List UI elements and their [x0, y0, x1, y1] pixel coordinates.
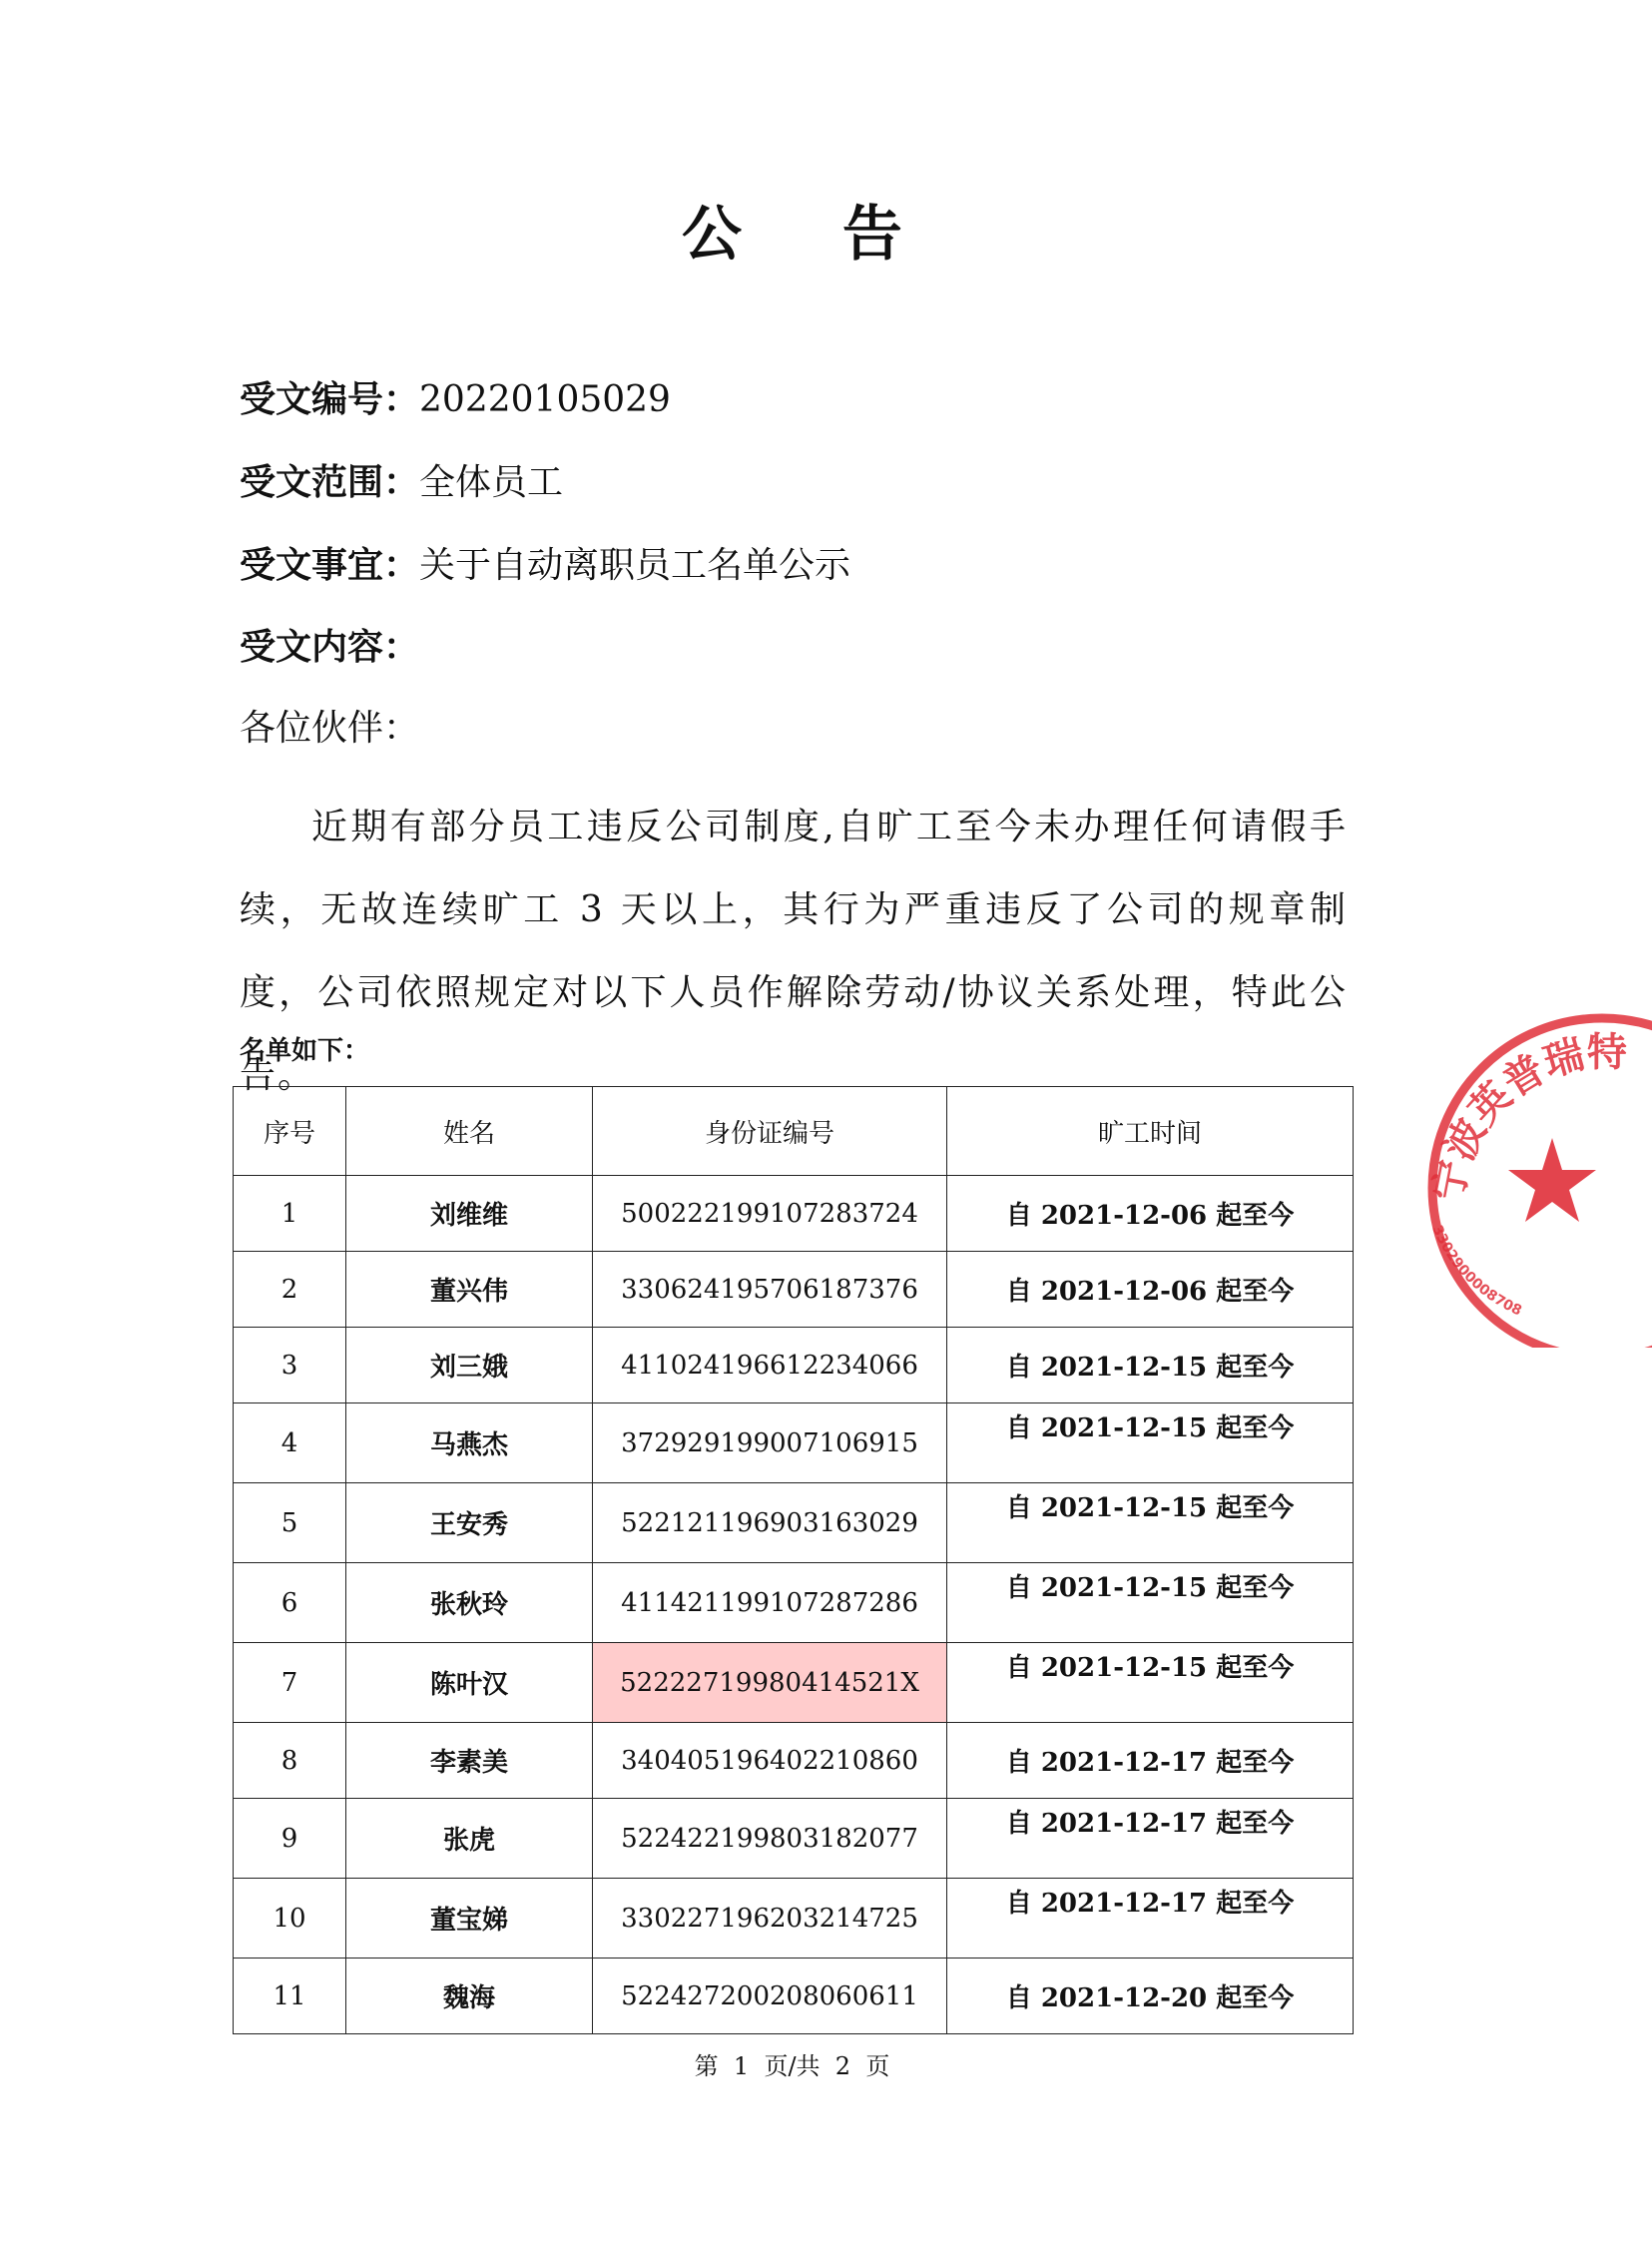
- row-name: 马燕杰: [346, 1403, 593, 1483]
- row-time: 自 2021-12-15 起至今: [947, 1483, 1354, 1563]
- row-id: 330624195706187376: [593, 1252, 947, 1328]
- header-number: 序号: [234, 1087, 346, 1176]
- row-name: 刘三娥: [346, 1328, 593, 1403]
- document-number-value: 20220105029: [419, 379, 671, 420]
- row-number: 6: [234, 1563, 346, 1643]
- row-number: 5: [234, 1483, 346, 1563]
- row-name: 魏海: [346, 1959, 593, 2034]
- row-id: 411421199107287286: [593, 1563, 947, 1643]
- document-matter-label: 受文事宜：: [240, 544, 420, 586]
- row-time: 自 2021-12-15 起至今: [947, 1643, 1354, 1723]
- row-id: 372929199007106915: [593, 1403, 947, 1483]
- row-number: 8: [234, 1723, 346, 1799]
- row-name: 陈叶汉: [346, 1643, 593, 1723]
- row-name: 董宝娣: [346, 1879, 593, 1959]
- page-title: 公 告: [682, 200, 942, 270]
- table-row: [234, 1483, 1354, 1563]
- row-time: 自 2021-12-20 起至今: [947, 1959, 1354, 2034]
- table-header-row: [234, 1087, 1354, 1176]
- table-row: [234, 1403, 1354, 1483]
- row-number: 2: [234, 1252, 346, 1328]
- table-row: [234, 1252, 1354, 1328]
- seal-number-text-path: 3302900008708: [1428, 1223, 1524, 1320]
- row-name: 张秋玲: [346, 1563, 593, 1643]
- row-id: 411024196612234066: [593, 1328, 947, 1403]
- list-heading: 名单如下：: [240, 1036, 370, 1066]
- row-time: 自 2021-12-17 起至今: [947, 1723, 1354, 1799]
- document-matter-value: 关于自动离职员工名单公示: [419, 545, 851, 586]
- row-time: 自 2021-12-15 起至今: [947, 1563, 1354, 1643]
- row-number: 9: [234, 1799, 346, 1879]
- company-seal-stamp: [1402, 998, 1652, 1348]
- row-name: 刘维维: [346, 1176, 593, 1252]
- table-row: [234, 1879, 1354, 1959]
- row-time: 自 2021-12-17 起至今: [947, 1879, 1354, 1959]
- document-number-line: [240, 374, 671, 425]
- row-name: 张虎: [346, 1799, 593, 1879]
- header-time: 旷工时间: [947, 1087, 1354, 1176]
- row-number: 7: [234, 1643, 346, 1723]
- header-id: 身份证编号: [593, 1087, 947, 1176]
- document-scope-value: 全体员工: [419, 462, 564, 503]
- document-scope-line: [240, 457, 563, 508]
- row-id: 522121196903163029: [593, 1483, 947, 1563]
- row-time: 自 2021-12-06 起至今: [947, 1252, 1354, 1328]
- staff-table: [233, 1086, 1354, 2034]
- row-number: 4: [234, 1403, 346, 1483]
- row-number: 11: [234, 1959, 346, 2034]
- row-id: 330227196203214725: [593, 1879, 947, 1959]
- table-row: [234, 1563, 1354, 1643]
- row-time: 自 2021-12-06 起至今: [947, 1176, 1354, 1252]
- row-time: 自 2021-12-17 起至今: [947, 1799, 1354, 1879]
- row-name: 李素美: [346, 1723, 593, 1799]
- row-number: 3: [234, 1328, 346, 1403]
- row-id: 522427200208060611: [593, 1959, 947, 2034]
- row-id-highlighted: 52222719980414521X: [593, 1643, 947, 1723]
- document-number-label: 受文编号：: [240, 378, 420, 420]
- page-footer: 第 1 页/共 2 页: [694, 2052, 890, 2080]
- row-id: 500222199107283724: [593, 1176, 947, 1252]
- table-row: [234, 1959, 1354, 2034]
- row-time: 自 2021-12-15 起至今: [947, 1328, 1354, 1403]
- table-row: [234, 1328, 1354, 1403]
- seal-star-icon: [1508, 1138, 1596, 1222]
- row-id: 340405196402210860: [593, 1723, 947, 1799]
- document-content-label: 受文内容：: [240, 626, 420, 668]
- header-name: 姓名: [346, 1087, 593, 1176]
- document-scope-label: 受文范围：: [240, 461, 420, 503]
- body-paragraph: 近期有部分员工违反公司制度,自旷工至今未办理任何请假手续，无故连续旷工 3 天以上，其行为严重违反了公司的规章制度，公司依照规定对以下人员作解除劳动/协议关系处理，特此公告。: [240, 807, 1348, 1096]
- table-row: [234, 1799, 1354, 1879]
- row-number: 10: [234, 1879, 346, 1959]
- greeting: 各位伙伴：: [240, 708, 420, 749]
- row-id: 522422199803182077: [593, 1799, 947, 1879]
- row-time: 自 2021-12-15 起至今: [947, 1403, 1354, 1483]
- row-number: 1: [234, 1176, 346, 1252]
- document-content-line: [240, 622, 419, 673]
- table-row: [234, 1723, 1354, 1799]
- document-matter-line: [240, 540, 850, 591]
- row-name: 王安秀: [346, 1483, 593, 1563]
- seal-company-text-path: 宁波英普瑞特: [1424, 1028, 1627, 1205]
- table-row: [234, 1176, 1354, 1252]
- row-name: 董兴伟: [346, 1252, 593, 1328]
- table-row: [234, 1643, 1354, 1723]
